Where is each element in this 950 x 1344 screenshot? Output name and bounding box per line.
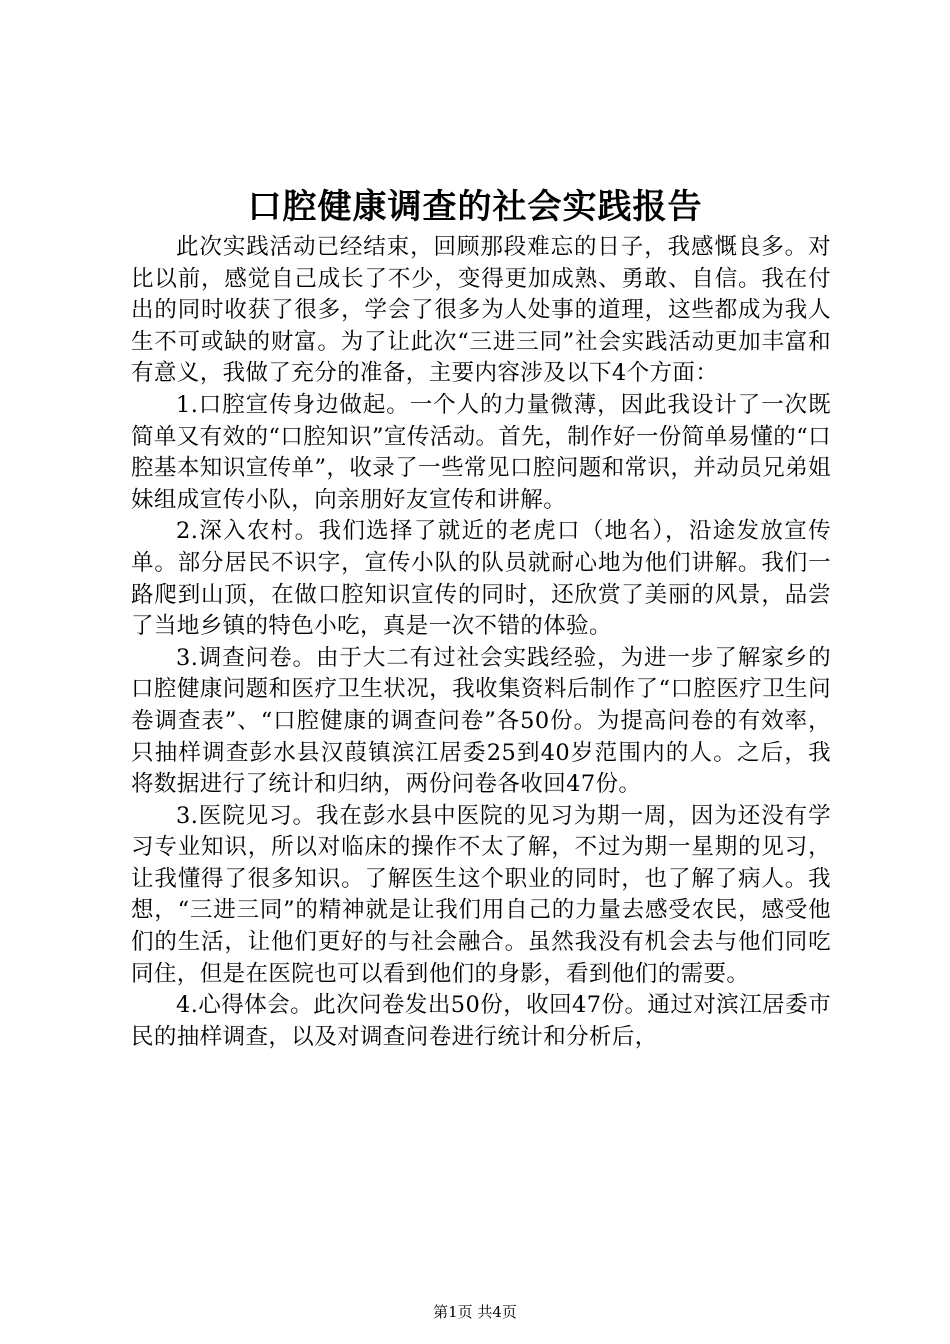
document-body bbox=[131, 232, 831, 1053]
document-title: 口腔健康调查的社会实践报告 bbox=[247, 187, 703, 227]
paragraph-item-2: 2.深入农村。我们选择了就近的老虎口（地名），沿途发放宣传单。部分居民不识字，宣传小队的队员就耐心地为他们讲解。我们一路爬到山顶，在做口腔知识宣传的同时，还欣赏了美丽的风景，品尝了当地乡镇的特色小吃，真是一次不错的体验。 bbox=[131, 518, 831, 640]
page-number-footer: 第1页 共4页 bbox=[433, 1303, 517, 1321]
paragraph-item-3-survey: 3.调查问卷。由于大二有过社会实践经验，为进一步了解家乡的口腔健康问题和医疗卫生状况，我收集资料后制作了“口腔医疗卫生问卷调查表”、“口腔健康的调查问卷”各50份。为提高问卷的有效率，只抽样调查彭水县汉葭镇滨江居委25到40岁范围内的人。之后，我将数据进行了统计和归纳，两份问卷各收回47份。 bbox=[131, 644, 831, 798]
paragraph-item-1: 1.口腔宣传身边做起。一个人的力量微薄，因此我设计了一次既简单又有效的“口腔知识”宣传活动。首先，制作好一份简单易懂的“口腔基本知识宣传单”，收录了一些常见口腔问题和常识，并动员兄弟姐妹组成宣传小队，向亲朋好友宣传和讲解。 bbox=[131, 391, 831, 513]
paragraph-item-4: 4.心得体会。此次问卷发出50份，收回47份。通过对滨江居委市民的抽样调查，以及对调查问卷进行统计和分析后， bbox=[131, 992, 831, 1050]
paragraph-item-3-hospital: 3.医院见习。我在彭水县中医院的见习为期一周，因为还没有学习专业知识，所以对临床的操作不太了解，不过为期一星期的见习，让我懂得了很多知识。了解医生这个职业的同时，也了解了病人。我想，“三进三同”的精神就是让我们用自己的力量去感受农民，感受他们的生活，让他们更好的与社会融合。虽然我没有机会去与他们同吃同住，但是在医院也可以看到他们的身影，看到他们的需要。 bbox=[131, 802, 831, 987]
paragraph-intro: 此次实践活动已经结束，回顾那段难忘的日子，我感慨良多。对比以前，感觉自己成长了不少，变得更加成熟、勇敢、自信。我在付出的同时收获了很多，学会了很多为人处事的道理，这些都成为我人生不可或缺的财富。为了让此次“三进三同”社会实践活动更加丰富和有意义，我做了充分的准备，主要内容涉及以下4个方面： bbox=[131, 234, 831, 387]
